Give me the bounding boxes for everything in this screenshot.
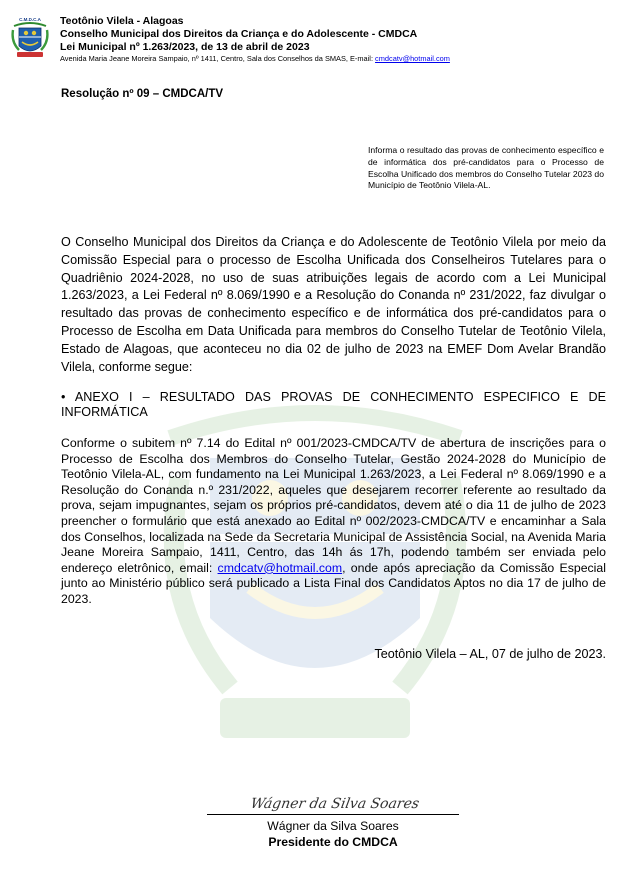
body-paragraph-intro: O Conselho Municipal dos Direitos da Criança e do Adolescente de Teotônio Vilela por meio da Comissão Especial para o processo de Escolha Unificada dos Conselheiros Tutelares para o Quadriênio 2024-2028, no uso de suas atribuições legais de acordo com a Lei Municipal 1.263/2023, a Lei Federal nº 8.069/1990 e a Resolução do Conanda nº 231/2022, faz divulgar o resultado das provas de conhecimento específico e de informática dos pré-candidatos para o Processo de Escolha em Data Unificada para membros do Conselho Tutelar de Teotônio Vilela, Estado de Alagoas, que aconteceu no dia 02 de julho de 2023 na EMEF Dom Avelar Brandão Vilela, conforme segue: xyxy=(61,235,606,374)
signer-block xyxy=(200,818,466,850)
annex-heading: • ANEXO I – RESULTADO DAS PROVAS DE CONHECIMENTO ESPECIFICO E DE INFORMÁTICA xyxy=(61,390,607,419)
cmdca-logo xyxy=(11,16,49,60)
handwritten-signature-text: Wágner da Silva Soares xyxy=(249,796,421,812)
header-email-link[interactable]: cmdcatv@hotmail.com xyxy=(375,54,450,63)
signer-name: Wágner da Silva Soares xyxy=(267,819,399,833)
signature-line xyxy=(207,814,459,815)
letterhead-address xyxy=(60,54,450,64)
resolution-title: Resolução nº 09 – CMDCA/TV xyxy=(61,88,224,100)
document-date: Teotônio Vilela – AL, 07 de julho de 2023. xyxy=(374,647,606,661)
letterhead-council: Conselho Municipal dos Direitos da Criança e do Adolescente - CMDCA xyxy=(60,28,418,40)
annex-heading-text: ANEXO I – RESULTADO DAS PROVAS DE CONHECIMENTO ESPECIFICO E DE INFORMÁTICA xyxy=(61,390,607,419)
signer-role: Presidente do CMDCA xyxy=(268,835,398,849)
letterhead-city: Teotônio Vilela - Alagoas xyxy=(60,15,184,27)
handwritten-signature xyxy=(232,792,442,814)
appeal-text-before: Conforme o subitem nº 7.14 do Edital nº 001/2023-CMDCA/TV de abertura de inscrições para o Processo de Escolha dos Membros do Conselho Tutelar, Gestão 2024-2028 do Município de Teotônio Vilela-AL, com fundamento na Lei Municipal 1.263/2023, a Lei Federal nº 8.069/1990 e a Resolução do Conanda n.º 231/2022, aqueles que desejarem recorrer referente ao resultado da prova, sejam impugnantes, sejam os próprios pré-candidatos, devem até o dia 11 de julho de 2023 preencher o formulário que está anexado ao Edital nº 002/2023-CMDCA/TV e encaminhar a Sala dos Conselhos, localizada na Sede da Secretaria Municipal de Assistência Social, na Avenida Maria Jeane Moreira Sampaio, 1411, Centro, das 14h ás 17h, podendo também ser enviada pelo endereço eletrônico, email: xyxy=(61,436,606,575)
letterhead xyxy=(60,15,450,64)
appeal-email-link[interactable]: cmdcatv@hotmail.com xyxy=(217,560,343,575)
body-paragraph-appeal xyxy=(61,436,606,608)
svg-text:C.M.D.C.A: C.M.D.C.A xyxy=(19,17,41,22)
letterhead-law: Lei Municipal nº 1.263/2023, de 13 de abril de 2023 xyxy=(60,41,310,53)
address-text: Avenida Maria Jeane Moreira Sampaio, nº 1411, Centro, Sala dos Conselhos da SMAS, E-mail: xyxy=(60,54,376,63)
ementa-summary: Informa o resultado das provas de conhecimento específico e de informática dos pré-candidatos para o Processo de Escolha Unificado dos membros do Conselho Tutelar 2023 do Município de Teotônio Vilela-AL. xyxy=(368,145,604,191)
appeal-text-after: , onde após apreciação da Comissão Especial junto ao Ministério público será publicado a Lista Final dos Candidatos Aptos no dia 17 de julho de 2023. xyxy=(61,560,606,606)
